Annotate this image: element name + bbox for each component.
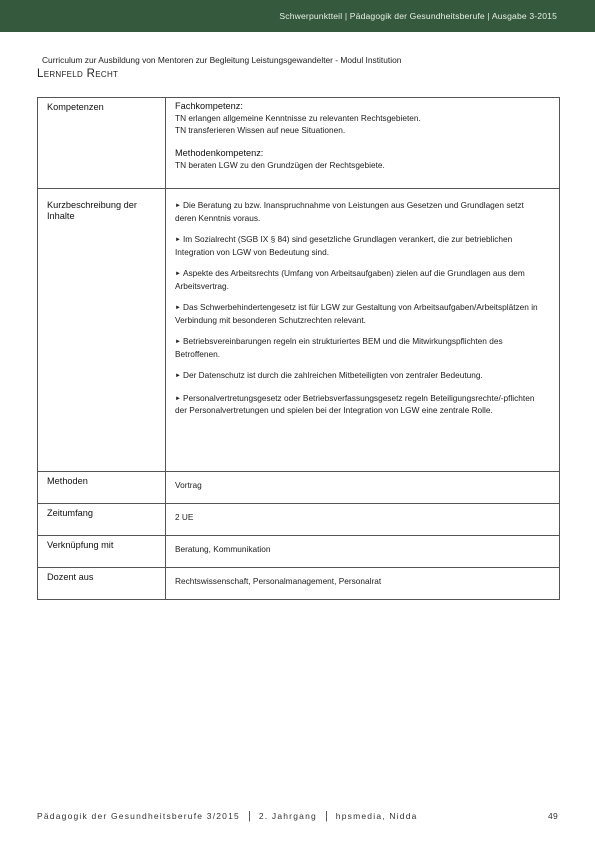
curriculum-table [37,97,560,600]
footer-separator: | [324,810,328,822]
footer-publisher: hpsmedia, Nidda [335,811,418,821]
method-line: TN beraten LGW zu den Grundzügen der Rechtsgebiete. [175,160,385,170]
content-bullet: ► Der Datenschutz ist durch die zahlreichen Mitbeteiligten von zentraler Bedeutung. [175,370,547,383]
content-bullet: ► Personalvertretungsgesetz oder Betriebsverfassungsgesetz regeln Beteiligungsrechte/-pflichten der Personalvertretungen und spielen bei der Integration von LGW eine zentrale Rolle. [175,392,535,415]
value-inhalte [166,189,560,472]
content-bullet: ► Betriebsvereinbarungen regeln ein strukturiertes BEM und die Mitwirkungspflichten des Betroffenen. [175,336,503,359]
bullet-marker-icon: ► [175,237,181,243]
row-dozent [38,568,560,600]
content-bullet: ► Aspekte des Arbeitsrechts (Umfang von Arbeitsaufgaben) zielen auf die Grundlagen aus dem Arbeitsvertrag. [175,268,525,291]
value-zeitumfang: 2 UE [166,504,560,536]
bullet-marker-icon: ► [175,271,181,277]
bullet-marker-icon: ► [175,395,181,402]
label-zeitumfang: Zeitumfang [38,504,166,536]
page-number: 49 [547,811,558,821]
row-kompetenzen [38,98,560,189]
footer-separator: | [247,810,251,822]
label-inhalte: Kurzbeschreibung der Inhalte [38,189,166,472]
section-heading: Lernfeld Recht [37,68,119,80]
label-dozent: Dozent aus [38,568,166,600]
content-bullet: ► Das Schwerbehindertengesetz ist für LGW zur Gestaltung von Arbeitsaufgaben/Arbeitsplätzen in Verbindung mit besonderen Schutzrechten relevant. [175,302,538,325]
row-verknuepfung [38,536,560,568]
content-bullet: ► Die Beratung zu bzw. Inanspruchnahme von Leistungen aus Gesetzen und Grundlagen setzt deren Kenntnis voraus. [175,200,524,223]
value-verknuepfung: Beratung, Kommunikation [166,536,560,568]
row-methoden [38,472,560,504]
row-zeitumfang [38,504,560,536]
value-dozent: Rechtswissenschaft, Personalmanagement, Personalrat [166,568,560,600]
value-kompetenzen [166,98,560,189]
value-methoden: Vortrag [166,472,560,504]
row-inhalte [38,189,560,472]
footer-journal: Pädagogik der Gesundheitsberufe 3/2015 [37,811,240,821]
fach-line: TN erlangen allgemeine Kenntnisse zu relevanten Rechtsgebieten. [175,113,421,123]
method-title: Methodenkompetenz: [175,148,264,158]
running-header [0,0,595,32]
bullet-marker-icon: ► [175,203,181,209]
curriculum-subtitle: Curriculum zur Ausbildung von Mentoren zur Begleitung Leistungsgewandelter - Modul Institution [42,55,402,65]
page-footer [37,810,558,822]
label-verknuepfung: Verknüpfung mit [38,536,166,568]
bullet-marker-icon: ► [175,339,181,345]
footer-year: 2. Jahrgang [258,811,317,821]
fach-line: TN transferieren Wissen auf neue Situationen. [175,124,346,135]
content-bullet: ► Im Sozialrecht (SGB IX § 84) sind gesetzliche Grundlagen verankert, die zur betrieblichen Integration von LGW von Bedeutung sind. [175,234,513,257]
running-header-text: Schwerpunktteil | Pädagogik der Gesundheitsberufe | Ausgabe 3-2015 [279,11,557,21]
label-methoden: Methoden [38,472,166,504]
fach-title: Fachkompetenz: [175,101,243,111]
bullet-marker-icon: ► [175,373,181,379]
bullet-marker-icon: ► [175,305,181,311]
label-kompetenzen: Kompetenzen [38,98,166,189]
